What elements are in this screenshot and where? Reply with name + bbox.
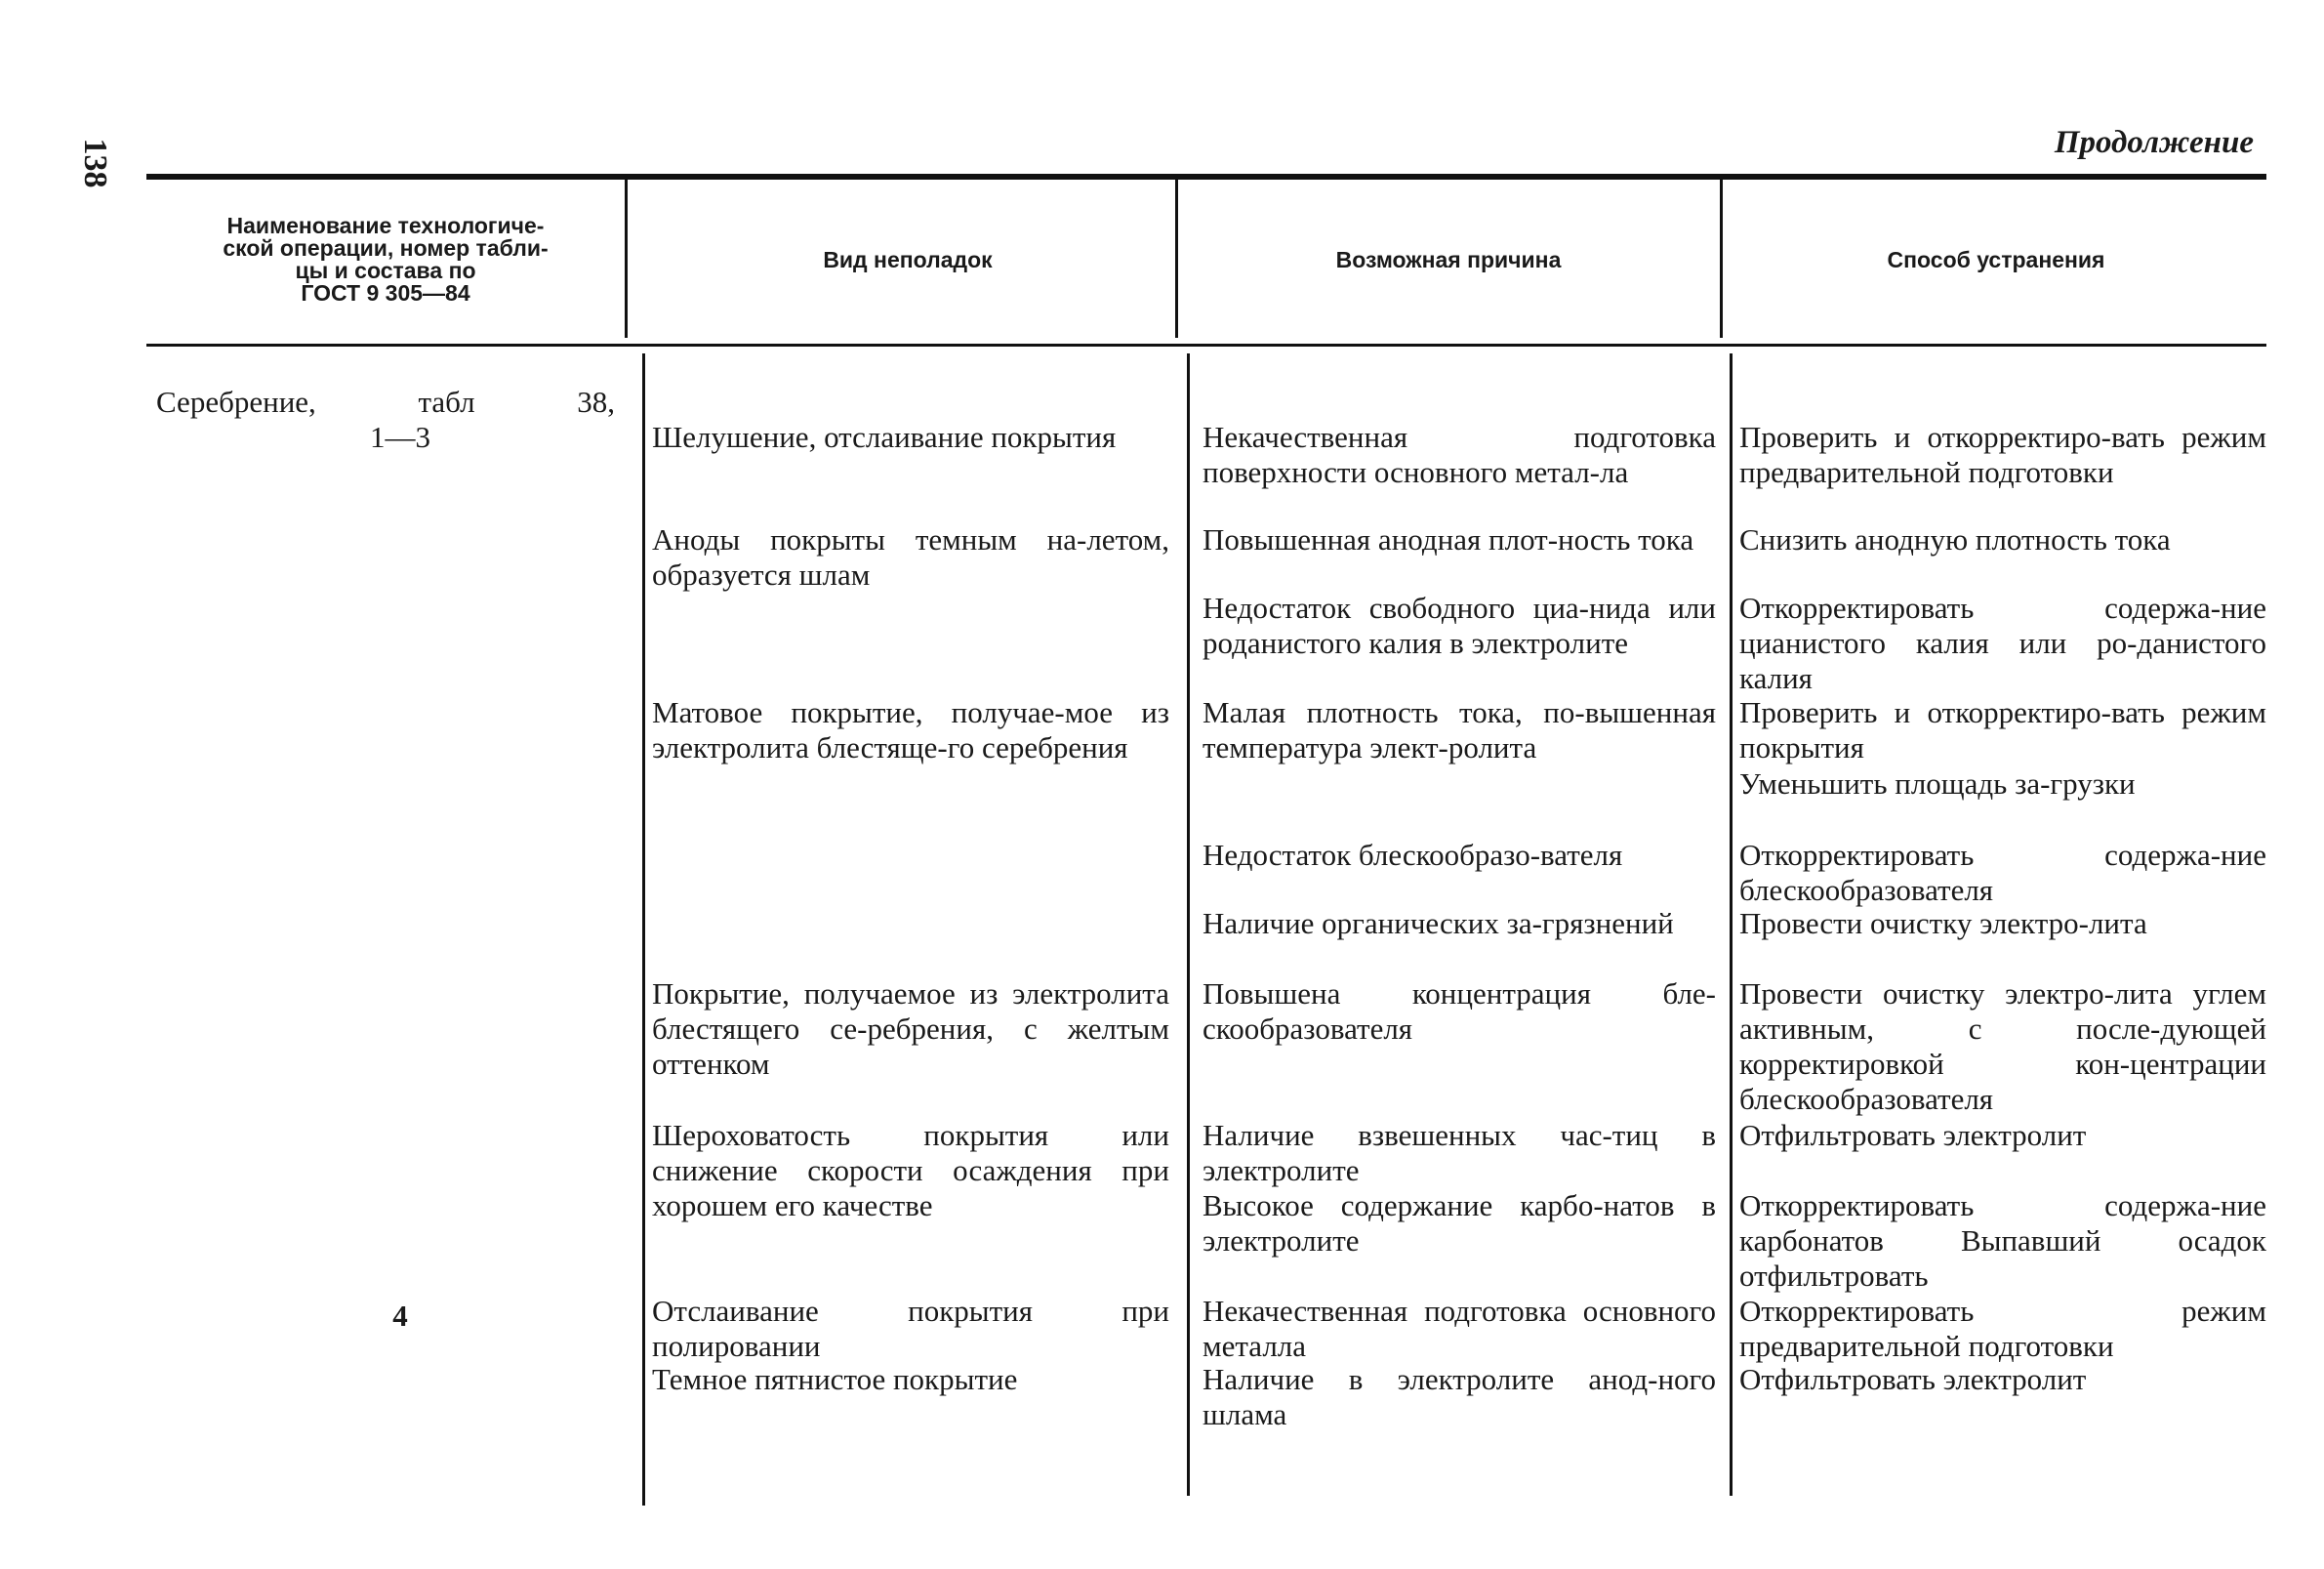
- header-cause: Возможная причина: [1335, 246, 1562, 272]
- cause-suspended-particles: Наличие взвешенных час-тиц в электролите: [1203, 1118, 1716, 1187]
- cause-high-carbonates: Высокое содержание карбо-натов в электролите: [1203, 1188, 1716, 1258]
- header-separator-2: [1175, 180, 1178, 338]
- remedy-carbon-treatment: Провести очистку электро-лита углем активным, с после-дующей корректировкой кон-центрации блескообразователя: [1739, 976, 2266, 1116]
- header-separator-3: [1720, 180, 1723, 338]
- continuation-label: Продолжение: [2054, 125, 2254, 160]
- remedy-reduce-load: Уменьшить площадь за-грузки: [1739, 766, 2136, 801]
- remedy-filter-electrolyte-2: Отфильтровать электролит: [1739, 1362, 2087, 1396]
- remedy-filter-electrolyte: Отфильтровать электролит: [1739, 1118, 2087, 1152]
- header-bottom-rule: [146, 344, 2266, 347]
- remedy-adjust-brightener: Откорректировать содержа-ние блескообразователя: [1739, 838, 2266, 907]
- cause-brightener-shortage: Недостаток блескообразо-вателя: [1203, 838, 1623, 872]
- remedy-adjust-cyanide: Откорректировать содержа-ние цианистого калия или ро-данистого калия: [1739, 591, 2266, 695]
- header-defect: Вид неполадок: [823, 246, 993, 272]
- header-operation: Наименование технологиче- ской операции, номер табли- цы и состава по ГОСТ 9 305—84: [223, 213, 549, 306]
- defect-dark-anodes: Аноды покрыты темным на-летом, образуется шлам: [652, 522, 1169, 592]
- cause-high-anode-density: Повышенная анодная плот-ность тока: [1203, 522, 1694, 557]
- cause-organic-contamination: Наличие органических за-грязнений: [1203, 906, 1674, 940]
- defect-peeling: Шелушение, отслаивание покрытия: [652, 420, 1117, 454]
- header-remedy: Способ устранения: [1887, 246, 2105, 272]
- cause-cyanide-shortage: Недостаток свободного циа-нида или роданистого калия в электролите: [1203, 591, 1716, 660]
- defect-matte-coating: Матовое покрытие, получае-мое из электролита блестяще-го серебрения: [652, 695, 1169, 764]
- body-separator-1: [642, 353, 645, 1506]
- remedy-adjust-carbonates: Откорректировать содержа-ние карбонатов Выпавший осадок отфильтровать: [1739, 1188, 2266, 1293]
- page-number: 138: [77, 138, 113, 188]
- remedy-check-pretreatment: Проверить и откорректиро-вать режим предварительной подготовки: [1739, 420, 2266, 489]
- remedy-clean-electrolyte: Провести очистку электро-лита: [1739, 906, 2147, 940]
- remedy-adjust-pretreatment: Откорректировать режим предварительной подготовки: [1739, 1294, 2266, 1363]
- cause-anode-sludge: Наличие в электролите анод-ного шлама: [1203, 1362, 1716, 1431]
- cause-low-current: Малая плотность тока, по-вышенная температура элект-ролита: [1203, 695, 1716, 764]
- cause-high-brightener: Повышена концентрация бле-скообразователя: [1203, 976, 1716, 1046]
- header-separator-1: [625, 180, 628, 338]
- remedy-reduce-anode-density: Снизить анодную плотность тока: [1739, 522, 2171, 557]
- operation-comp-4: 4: [392, 1299, 408, 1333]
- defect-peeling-polishing: Отслаивание покрытия при полировании: [652, 1294, 1169, 1363]
- body-separator-2: [1187, 353, 1190, 1496]
- top-rule: [146, 174, 2266, 180]
- defect-yellow-tint: Покрытие, получаемое из электролита блестящего се-ребрения, с желтым оттенком: [652, 976, 1169, 1081]
- cause-poor-base-prep: Некачественная подготовка основного металла: [1203, 1294, 1716, 1363]
- remedy-check-coating-mode: Проверить и откорректиро-вать режим покрытия: [1739, 695, 2266, 764]
- operation-silvering: Серебрение, табл 38,: [156, 385, 615, 419]
- operation-silvering-comps: 1—3: [370, 420, 430, 454]
- cause-poor-surface-prep: Некачественная подготовка поверхности основного метал-ла: [1203, 420, 1716, 489]
- body-separator-3: [1730, 353, 1733, 1496]
- defect-roughness: Шероховатость покрытия или снижение скорости осаждения при хорошем его качестве: [652, 1118, 1169, 1222]
- defect-dark-spotty: Темное пятнистое покрытие: [652, 1362, 1018, 1396]
